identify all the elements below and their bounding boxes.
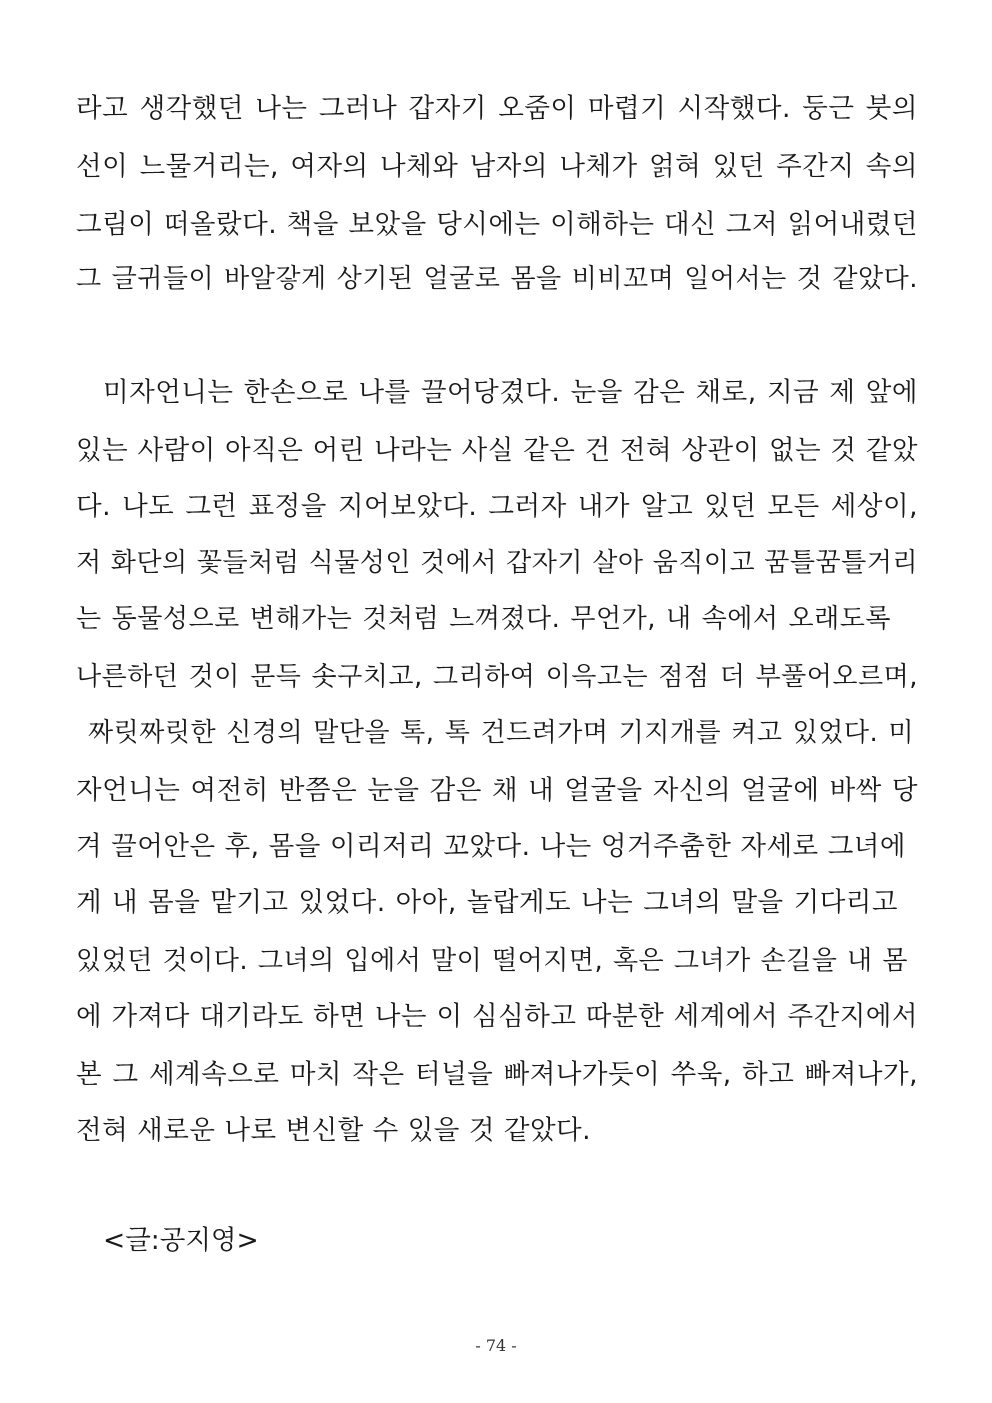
paragraph-1-line-3: 그림이 떠올랐다. 책을 보았을 당시에는 이해하는 대신 그저 읽어내렸던 — [76, 209, 918, 240]
paragraph-2-line-11: 있었던 것이다. 그녀의 입에서 말이 떨어지면, 혹은 그녀가 손길을 내 몸 — [76, 946, 908, 976]
page-number: - 74 - — [475, 1336, 517, 1355]
paragraph-2-line-3: 다. 나도 그런 표정을 지어보았다. 그러자 내가 알고 있던 모든 세상이, — [76, 491, 918, 522]
paragraph-1-line-2: 선이 느물거리는, 여자의 나체와 남자의 나체가 얽혀 있던 주간지 속의 — [76, 151, 918, 182]
paragraph-1-line-4: 그 글귀들이 바알갛게 상기된 얼굴로 몸을 비비꼬며 일어서는 것 같았다. — [76, 264, 918, 294]
paragraph-2-line-8: 자언니는 여전히 반쯤은 눈을 감은 채 내 얼굴을 자신의 얼굴에 바싹 당 — [76, 775, 918, 806]
paragraph-2-line-6: 나른하던 것이 문득 솟구치고, 그리하여 이윽고는 점점 더 부풀어오르며, — [76, 662, 918, 692]
paragraph-2-line-13: 본 그 세계속으로 마치 작은 터널을 빠져나가듯이 쑤욱, 하고 빠져나가, — [76, 1059, 918, 1090]
paragraph-2-line-10: 게 내 몸을 맡기고 있었다. 아아, 놀랍게도 나는 그녀의 말을 기다리고 — [76, 887, 898, 918]
paragraph-2-line-5: 는 동물성으로 변해가는 것처럼 느껴졌다. 무언가, 내 속에서 오래도록 — [76, 604, 891, 634]
paragraph-2-line-1: 미자언니는 한손으로 나를 끌어당겼다. 눈을 감은 채로, 지금 제 앞에 — [103, 377, 918, 408]
paragraph-2-line-7: 짜릿짜릿한 신경의 말단을 톡, 톡 건드려가며 기지개를 켜고 있었다. 미 — [88, 718, 914, 748]
paragraph-2-line-9: 겨 끌어안은 후, 몸을 이리저리 꼬았다. 나는 엉거주춤한 자세로 그녀에 — [76, 831, 906, 862]
paragraph-2-line-4: 저 화단의 꽃들처럼 식물성인 것에서 갑자기 살아 움직이고 꿈틀꿈틀거리 — [76, 548, 918, 578]
paragraph-2-line-2: 있는 사람이 아직은 어린 나라는 사실 같은 건 전혀 상관이 없는 것 같았 — [76, 435, 918, 466]
author-byline: <글:공지영> — [103, 1225, 259, 1256]
paragraph-1-line-1: 라고 생각했던 나는 그러나 갑자기 오줌이 마렵기 시작했다. 둥근 붓의 — [76, 93, 918, 124]
paragraph-2-line-12: 에 가져다 대기라도 하면 나는 이 심심하고 따분한 세계에서 주간지에서 — [76, 1001, 918, 1032]
paragraph-2-line-14: 전혀 새로운 나로 변신할 수 있을 것 같았다. — [76, 1115, 592, 1146]
